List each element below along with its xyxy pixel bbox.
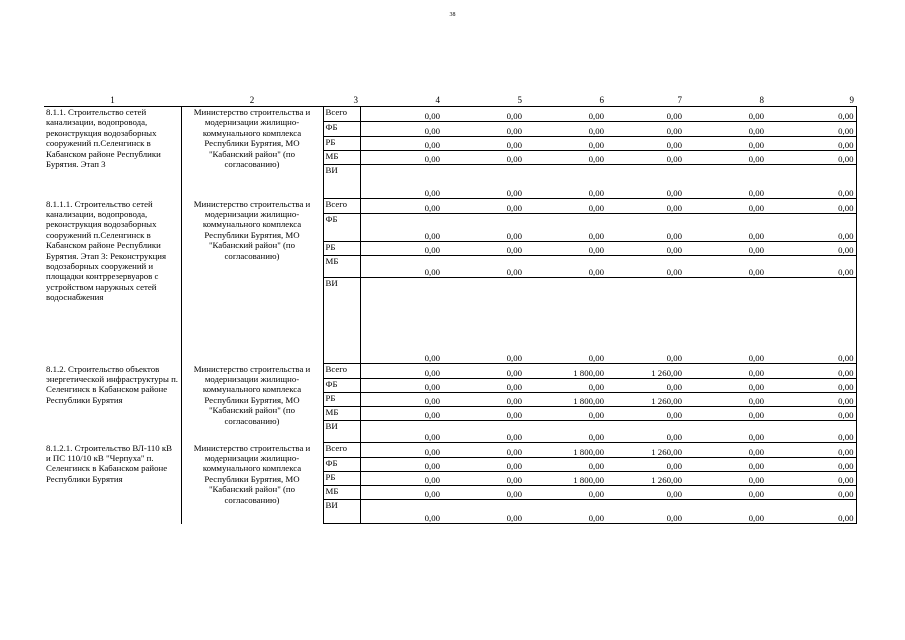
amount-cell: 0,00	[684, 165, 766, 199]
amount-cell: 0,00	[442, 500, 524, 524]
amount-cell: 0,00	[684, 500, 766, 524]
amount-cell: 0,00	[766, 165, 856, 199]
funding-source: МБ	[323, 256, 360, 278]
amount-cell: 0,00	[360, 443, 442, 458]
amount-cell: 0,00	[524, 107, 606, 122]
header-col-5: 5	[442, 95, 524, 107]
amount-cell: 0,00	[606, 107, 684, 122]
amount-cell: 1 260,00	[606, 443, 684, 458]
amount-cell: 0,00	[766, 364, 856, 379]
amount-cell: 0,00	[766, 214, 856, 242]
amount-cell: 0,00	[442, 256, 524, 278]
amount-cell: 0,00	[360, 500, 442, 524]
header-col-2: 2	[181, 95, 323, 107]
amount-cell: 0,00	[442, 407, 524, 421]
amount-cell: 0,00	[442, 364, 524, 379]
amount-cell: 0,00	[684, 443, 766, 458]
amount-cell: 0,00	[606, 421, 684, 443]
amount-cell: 0,00	[766, 256, 856, 278]
amount-cell: 0,00	[524, 151, 606, 165]
amount-cell: 0,00	[524, 122, 606, 137]
amount-cell: 0,00	[442, 472, 524, 486]
amount-cell: 0,00	[360, 364, 442, 379]
amount-cell: 0,00	[442, 137, 524, 151]
amount-cell: 0,00	[442, 199, 524, 214]
funding-source: МБ	[323, 151, 360, 165]
funding-source: Всего	[323, 443, 360, 458]
funding-source: РБ	[323, 137, 360, 151]
amount-cell: 0,00	[684, 379, 766, 393]
amount-cell: 1 800,00	[524, 472, 606, 486]
amount-cell: 0,00	[524, 278, 606, 364]
amount-cell: 0,00	[442, 122, 524, 137]
amount-cell: 0,00	[606, 500, 684, 524]
amount-cell: 0,00	[524, 199, 606, 214]
amount-cell: 0,00	[360, 107, 442, 122]
amount-cell: 0,00	[684, 107, 766, 122]
amount-cell: 0,00	[360, 486, 442, 500]
header-col-6: 6	[524, 95, 606, 107]
amount-cell: 0,00	[606, 278, 684, 364]
amount-cell: 0,00	[766, 421, 856, 443]
table-row	[44, 199, 856, 214]
page-number: 38	[449, 12, 456, 18]
amount-cell: 0,00	[766, 458, 856, 472]
amount-cell: 0,00	[524, 165, 606, 199]
table-row	[44, 107, 856, 122]
funding-source: Всего	[323, 107, 360, 122]
funding-source: ВИ	[323, 165, 360, 199]
amount-cell: 0,00	[360, 256, 442, 278]
amount-cell: 0,00	[360, 137, 442, 151]
amount-cell: 0,00	[606, 256, 684, 278]
funding-source: Всего	[323, 199, 360, 214]
amount-cell: 0,00	[606, 407, 684, 421]
amount-cell: 0,00	[524, 256, 606, 278]
amount-cell: 0,00	[606, 379, 684, 393]
funding-source: РБ	[323, 393, 360, 407]
executor-cell: Министерство строительства и модернизации жилищно-коммунального комплекса Республики Бурятия, МО "Кабанский район" (по согласованию)	[181, 199, 323, 364]
amount-cell: 0,00	[684, 407, 766, 421]
amount-cell: 0,00	[684, 458, 766, 472]
amount-cell: 1 800,00	[524, 443, 606, 458]
amount-cell: 0,00	[360, 379, 442, 393]
amount-cell: 0,00	[360, 407, 442, 421]
funding-source: МБ	[323, 407, 360, 421]
amount-cell: 0,00	[442, 379, 524, 393]
amount-cell: 0,00	[766, 242, 856, 256]
funding-source: ФБ	[323, 458, 360, 472]
amount-cell: 0,00	[766, 500, 856, 524]
funding-source: ФБ	[323, 379, 360, 393]
amount-cell: 0,00	[524, 500, 606, 524]
amount-cell: 0,00	[442, 458, 524, 472]
amount-cell: 0,00	[766, 486, 856, 500]
funding-source: ФБ	[323, 122, 360, 137]
activity-title: 8.1.1.1. Строительство сетей канализации, водопровода, реконструкция водозаборных сооружений п.Селенгинск в Кабанском районе Республики Бурятия. Этап 3: Реконструкция водозаборных сооружений и площадки контррезервуаров с устройством наружных сетей водоснабжения	[44, 199, 181, 364]
amount-cell: 0,00	[766, 122, 856, 137]
funding-source: ФБ	[323, 214, 360, 242]
amount-cell: 0,00	[442, 165, 524, 199]
amount-cell: 0,00	[684, 137, 766, 151]
executor-cell: Министерство строительства и модернизации жилищно-коммунального комплекса Республики Бурятия, МО "Кабанский район" (по согласованию)	[181, 443, 323, 524]
executor-cell: Министерство строительства и модернизации жилищно-коммунального комплекса Республики Бурятия, МО "Кабанский район" (по согласованию)	[181, 107, 323, 199]
budget-table	[44, 95, 857, 524]
amount-cell: 0,00	[360, 122, 442, 137]
amount-cell: 0,00	[684, 242, 766, 256]
amount-cell: 0,00	[524, 137, 606, 151]
amount-cell: 0,00	[684, 472, 766, 486]
amount-cell: 0,00	[524, 407, 606, 421]
funding-source: ВИ	[323, 421, 360, 443]
amount-cell: 0,00	[360, 214, 442, 242]
amount-cell: 0,00	[684, 421, 766, 443]
funding-source: РБ	[323, 242, 360, 256]
amount-cell: 0,00	[360, 472, 442, 486]
amount-cell: 0,00	[524, 242, 606, 256]
activity-title: 8.1.2.1. Строительство ВЛ-110 кВ и ПС 110/10 кВ "Черпуха" п. Селенгинск в Кабанском районе Республики Бурятия	[44, 443, 181, 524]
amount-cell: 0,00	[524, 379, 606, 393]
amount-cell: 0,00	[684, 151, 766, 165]
header-col-1: 1	[44, 95, 181, 107]
amount-cell: 0,00	[360, 165, 442, 199]
amount-cell: 0,00	[684, 486, 766, 500]
amount-cell: 0,00	[442, 393, 524, 407]
amount-cell: 0,00	[606, 151, 684, 165]
amount-cell: 0,00	[442, 242, 524, 256]
amount-cell: 0,00	[442, 486, 524, 500]
amount-cell: 0,00	[442, 278, 524, 364]
funding-source: ВИ	[323, 278, 360, 364]
table-row	[44, 364, 856, 379]
amount-cell: 0,00	[524, 214, 606, 242]
funding-source: РБ	[323, 472, 360, 486]
activity-title: 8.1.1. Строительство сетей канализации, водопровода, реконструкция водозаборных сооружений п.Селенгинск в Кабанском районе Республики Бурятия. Этап 3	[44, 107, 181, 199]
amount-cell: 0,00	[766, 393, 856, 407]
funding-source: ВИ	[323, 500, 360, 524]
header-col-3: 3	[323, 95, 360, 107]
amount-cell: 0,00	[606, 486, 684, 500]
amount-cell: 0,00	[524, 458, 606, 472]
amount-cell: 0,00	[766, 472, 856, 486]
table-row	[44, 443, 856, 458]
amount-cell: 1 800,00	[524, 393, 606, 407]
amount-cell: 0,00	[766, 137, 856, 151]
amount-cell: 0,00	[766, 407, 856, 421]
amount-cell: 0,00	[524, 486, 606, 500]
amount-cell: 0,00	[684, 199, 766, 214]
amount-cell: 0,00	[442, 421, 524, 443]
amount-cell: 0,00	[606, 122, 684, 137]
amount-cell: 1 260,00	[606, 393, 684, 407]
amount-cell: 0,00	[524, 421, 606, 443]
amount-cell: 0,00	[606, 199, 684, 214]
header-col-9: 9	[766, 95, 856, 107]
amount-cell: 0,00	[606, 242, 684, 256]
funding-source: Всего	[323, 364, 360, 379]
amount-cell: 0,00	[684, 278, 766, 364]
amount-cell: 0,00	[606, 137, 684, 151]
amount-cell: 0,00	[684, 393, 766, 407]
amount-cell: 0,00	[766, 443, 856, 458]
executor-cell: Министерство строительства и модернизации жилищно-коммунального комплекса Республики Бурятия, МО "Кабанский район" (по согласованию)	[181, 364, 323, 443]
amount-cell: 0,00	[360, 393, 442, 407]
amount-cell: 0,00	[360, 151, 442, 165]
amount-cell: 0,00	[684, 122, 766, 137]
amount-cell: 0,00	[684, 256, 766, 278]
amount-cell: 0,00	[442, 107, 524, 122]
amount-cell: 0,00	[606, 214, 684, 242]
amount-cell: 0,00	[606, 165, 684, 199]
amount-cell: 1 260,00	[606, 472, 684, 486]
amount-cell: 0,00	[442, 214, 524, 242]
header-col-7: 7	[606, 95, 684, 107]
header-col-8: 8	[684, 95, 766, 107]
amount-cell: 0,00	[360, 458, 442, 472]
amount-cell: 0,00	[766, 151, 856, 165]
amount-cell: 0,00	[360, 421, 442, 443]
amount-cell: 0,00	[766, 199, 856, 214]
amount-cell: 0,00	[766, 379, 856, 393]
amount-cell: 0,00	[766, 107, 856, 122]
amount-cell: 1 260,00	[606, 364, 684, 379]
amount-cell: 0,00	[684, 214, 766, 242]
header-row	[44, 95, 856, 107]
amount-cell: 0,00	[442, 151, 524, 165]
header-col-4: 4	[360, 95, 442, 107]
amount-cell: 0,00	[606, 458, 684, 472]
activity-title: 8.1.2. Строительство объектов энергетической инфраструктуры п. Селенгинск в Кабанском районе Республики Бурятия	[44, 364, 181, 443]
amount-cell: 0,00	[360, 242, 442, 256]
amount-cell: 0,00	[360, 278, 442, 364]
amount-cell: 0,00	[360, 199, 442, 214]
amount-cell: 1 800,00	[524, 364, 606, 379]
amount-cell: 0,00	[766, 278, 856, 364]
amount-cell: 0,00	[442, 443, 524, 458]
funding-source: МБ	[323, 486, 360, 500]
amount-cell: 0,00	[684, 364, 766, 379]
